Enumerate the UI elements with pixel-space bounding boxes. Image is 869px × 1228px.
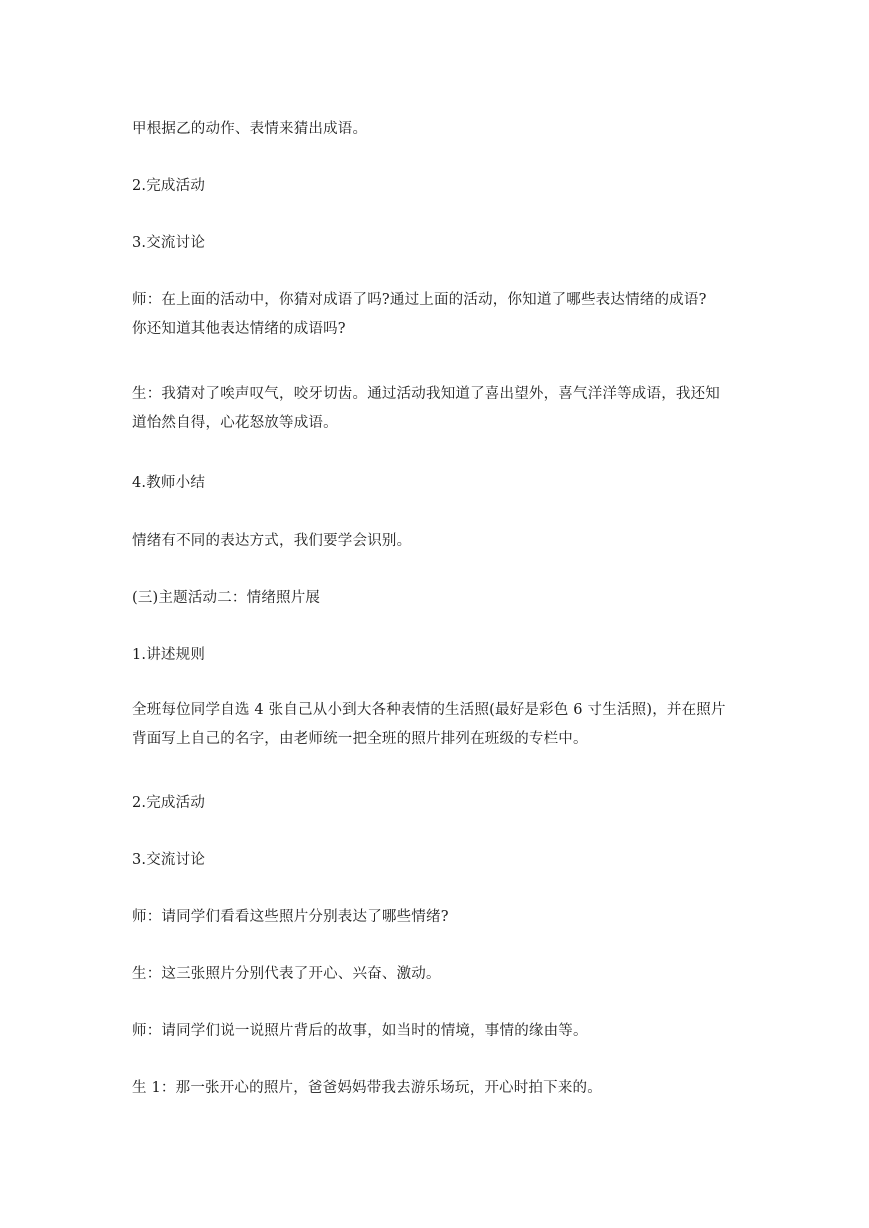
line: 2.完成活动 [132,795,206,811]
line: 全班每位同学自选 4 张自己从小到大各种表情的生活照(最好是彩色 6 寸生活照)，并在照片 [132,702,726,718]
line: 背面写上自己的名字，由老师统一把全班的照片排列在班级的专栏中。 [132,731,588,747]
line: 1.讲述规则 [132,647,206,663]
line: (三)主题活动二：情绪照片展 [132,590,321,606]
line: 师：请同学们说一说照片背后的故事，如当时的情境，事情的缘由等。 [132,1023,588,1039]
line: 师：请同学们看看这些照片分别表达了哪些情绪? [132,909,449,925]
paragraph-15 [132,1017,742,1046]
line: 甲根据乙的动作、表情来猜出成语。 [132,121,368,137]
line: 情绪有不同的表达方式，我们要学会识别。 [132,533,412,549]
paragraph-14 [132,960,742,989]
paragraph-1 [132,115,742,144]
line: 2.完成活动 [132,178,206,194]
line: 师：在上面的活动中，你猜对成语了吗?通过上面的活动，你知道了哪些表达情绪的成语? [132,292,707,308]
line: 生：这三张照片分别代表了开心、兴奋、激动。 [132,966,441,982]
line: 你还知道其他表达情绪的成语吗? [132,321,346,337]
paragraph-6 [132,469,742,498]
line: 4.教师小结 [132,475,206,491]
paragraph-9 [132,641,742,670]
paragraph-2 [132,172,742,201]
line: 生 1：那一张开心的照片，爸爸妈妈带我去游乐场玩，开心时拍下来的。 [132,1080,602,1096]
paragraph-3 [132,229,742,258]
line: 道怡然自得，心花怒放等成语。 [132,415,338,431]
line: 3.交流讨论 [132,235,206,251]
paragraph-4 [132,286,742,344]
paragraph-7 [132,527,742,556]
paragraph-16 [132,1074,742,1103]
paragraph-12 [132,846,742,875]
paragraph-5 [132,380,742,438]
paragraph-13 [132,903,742,932]
paragraph-10 [132,696,742,754]
paragraph-11 [132,789,742,818]
paragraph-8 [132,584,742,613]
line: 生：我猜对了唉声叹气，咬牙切齿。通过活动我知道了喜出望外，喜气洋洋等成语，我还知 [132,386,720,402]
line: 3.交流讨论 [132,852,206,868]
